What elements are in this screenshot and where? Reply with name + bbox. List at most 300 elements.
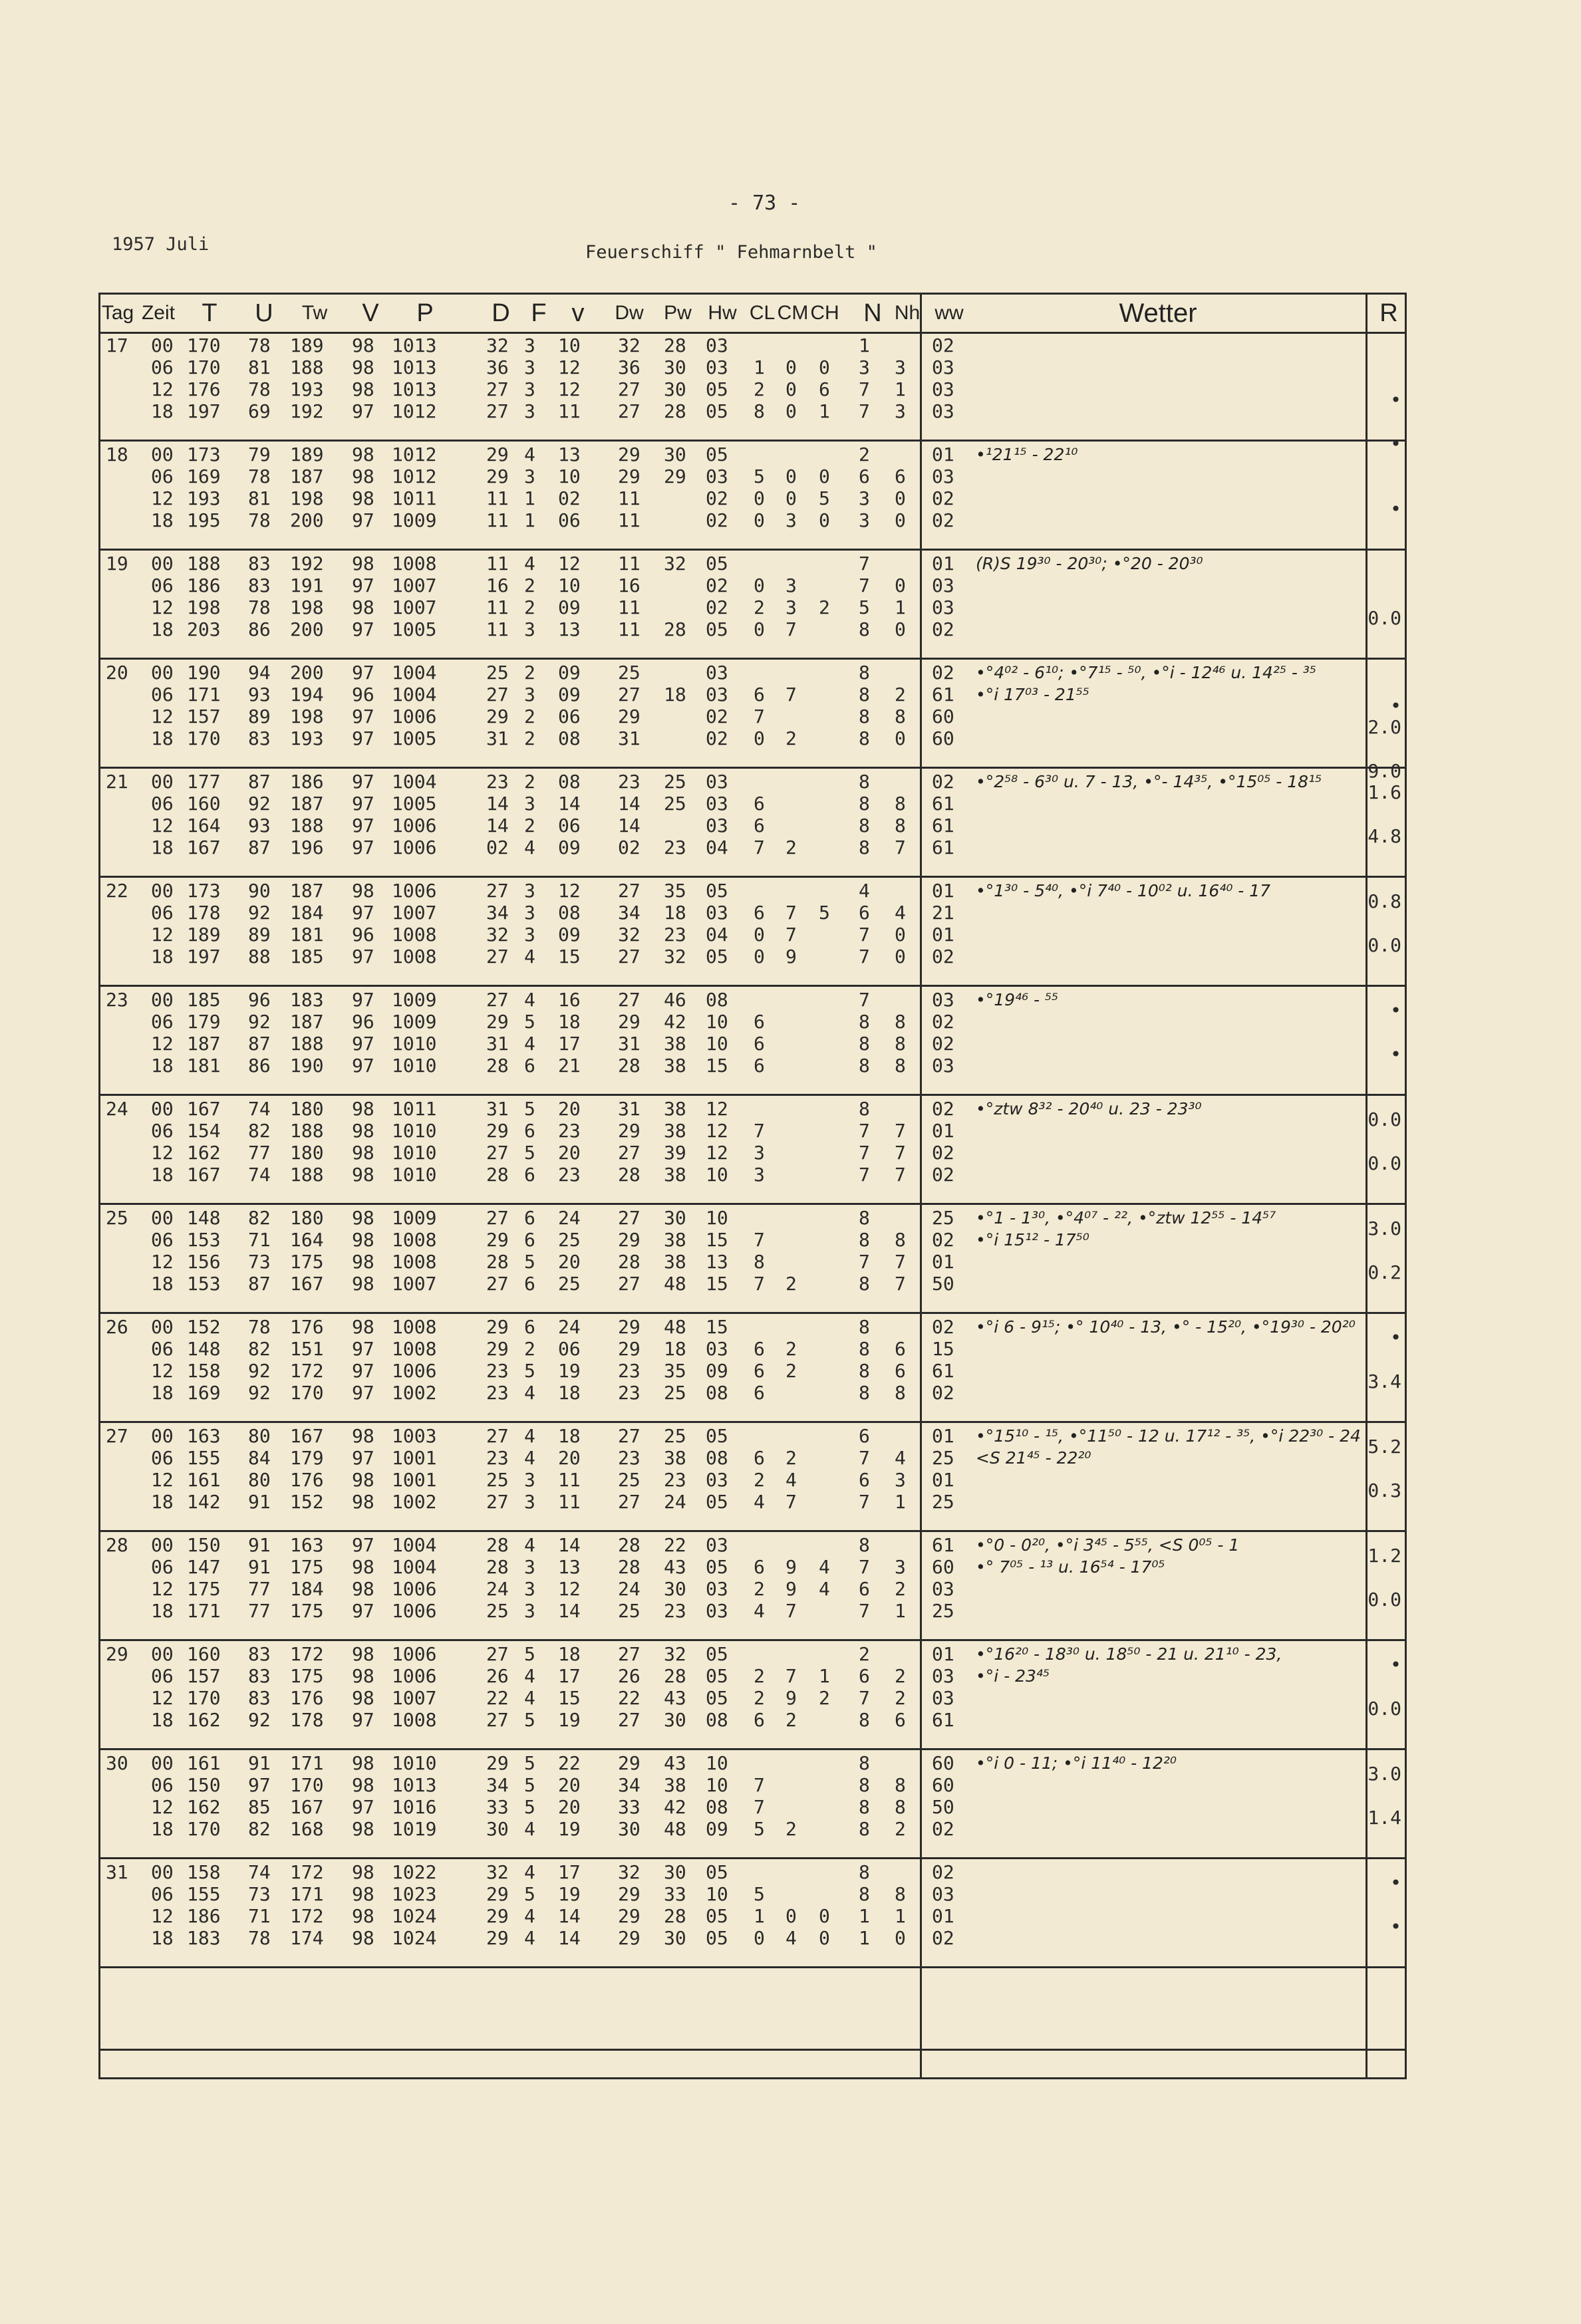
cell-f: 3 <box>524 684 535 706</box>
cell-f: 5 <box>524 1643 535 1665</box>
cell-dw: 29 <box>618 706 641 727</box>
cell-v: 97 <box>352 1709 374 1731</box>
cell-zeit: 00 <box>151 989 174 1011</box>
cell-u: 88 <box>248 946 271 968</box>
cell-v: 09 <box>558 596 581 618</box>
cell-hw: 10 <box>706 1207 728 1229</box>
cell-zeit: 12 <box>151 1905 174 1927</box>
cell-n: 6 <box>859 1425 870 1447</box>
cell-f: 5 <box>524 1011 535 1033</box>
cell-n: 8 <box>859 1338 870 1360</box>
cell-cl: 2 <box>754 1687 765 1709</box>
cell-zeit: 18 <box>151 1600 174 1622</box>
cell-ww: 25 <box>932 1447 954 1469</box>
cell-dw: 27 <box>618 1643 641 1665</box>
cell-cm: 7 <box>786 924 797 946</box>
cell-nh: 1 <box>895 1491 906 1513</box>
cell-p: 1010 <box>392 1033 437 1055</box>
cell-pw: 28 <box>664 400 686 422</box>
table-row <box>100 1098 954 1120</box>
cell-ww: 03 <box>932 596 954 618</box>
cell-ww: 60 <box>932 727 954 749</box>
cell-dw: 32 <box>618 1861 641 1883</box>
cell-pw: 43 <box>664 1687 686 1709</box>
cell-f: 4 <box>524 1425 535 1447</box>
cell-n: 7 <box>859 1556 870 1578</box>
cell-dw: 27 <box>618 1207 641 1229</box>
cell-n: 8 <box>859 771 870 793</box>
precip-value: 9.0 <box>1367 760 1401 782</box>
cell-cl: 7 <box>754 1229 765 1251</box>
cell-p: 1005 <box>392 793 437 815</box>
cell-f: 5 <box>524 1752 535 1774</box>
cell-ch: 2 <box>819 596 830 618</box>
cell-hw: 03 <box>706 334 728 356</box>
cell-p: 1010 <box>392 1164 437 1186</box>
col-header-v: V <box>362 299 379 327</box>
cell-ww: 02 <box>932 487 954 509</box>
cell-d: 29 <box>486 444 509 465</box>
cell-d: 02 <box>486 837 509 858</box>
cell-zeit: 12 <box>151 1142 174 1164</box>
cell-nh: 7 <box>895 1273 906 1295</box>
cell-v: 06 <box>558 815 581 837</box>
cell-u: 74 <box>248 1861 271 1883</box>
cell-cm: 9 <box>786 1687 797 1709</box>
cell-dw: 29 <box>618 1120 641 1142</box>
cell-v: 12 <box>558 1578 581 1600</box>
cell-zeit: 18 <box>151 1164 174 1186</box>
precip-value: 0.0 <box>1367 1108 1401 1130</box>
cell-ww: 02 <box>932 1142 954 1164</box>
cell-v: 97 <box>352 706 374 727</box>
cell-pw: 38 <box>664 1098 686 1120</box>
cell-hw: 08 <box>706 1709 728 1731</box>
table-row <box>100 1033 954 1055</box>
day-label: 23 <box>106 989 128 1011</box>
cell-cl: 7 <box>754 837 765 858</box>
cell-d: 29 <box>486 1927 509 1949</box>
cell-ww: 03 <box>932 1687 954 1709</box>
cell-v: 98 <box>352 1425 374 1447</box>
cell-nh: 2 <box>895 1665 906 1687</box>
cell-dw: 25 <box>618 662 641 684</box>
cell-d: 23 <box>486 771 509 793</box>
cell-zeit: 00 <box>151 1207 174 1229</box>
cell-v: 98 <box>352 1120 374 1142</box>
cell-cl: 7 <box>754 706 765 727</box>
cell-p: 1022 <box>392 1861 437 1883</box>
cell-n: 8 <box>859 618 870 640</box>
cell-f: 1 <box>524 509 535 531</box>
cell-t: 160 <box>187 793 221 815</box>
cell-d: 34 <box>486 902 509 924</box>
cell-zeit: 06 <box>151 1774 174 1796</box>
cell-dw: 27 <box>618 1142 641 1164</box>
cell-cl: 6 <box>754 1556 765 1578</box>
cell-p: 1024 <box>392 1905 437 1927</box>
cell-n: 8 <box>859 1098 870 1120</box>
cell-tw: 175 <box>290 1251 324 1273</box>
cell-n: 8 <box>859 1033 870 1055</box>
cell-t: 161 <box>187 1469 221 1491</box>
cell-nh: 8 <box>895 1229 906 1251</box>
col-header-cl: CL <box>749 302 776 324</box>
cell-ww: 01 <box>932 880 954 902</box>
cell-t: 155 <box>187 1883 221 1905</box>
cell-ch: 1 <box>819 1665 830 1687</box>
cell-pw: 25 <box>664 1425 686 1447</box>
header-station: Feuerschiff " Fehmarnbelt " <box>585 242 877 263</box>
cell-u: 84 <box>248 1447 271 1469</box>
cell-zeit: 06 <box>151 1120 174 1142</box>
cell-u: 71 <box>248 1905 271 1927</box>
cell-tw: 192 <box>290 400 324 422</box>
cell-v: 97 <box>352 946 374 968</box>
cell-f: 4 <box>524 837 535 858</box>
cell-tw: 189 <box>290 444 324 465</box>
cell-nh: 8 <box>895 1382 906 1404</box>
cell-pw: 38 <box>664 1120 686 1142</box>
cell-n: 6 <box>859 1469 870 1491</box>
day-separator <box>100 440 1405 442</box>
cell-dw: 11 <box>618 487 641 509</box>
precip-value: • <box>1390 433 1401 455</box>
cell-v: 14 <box>558 793 581 815</box>
cell-pw: 38 <box>664 1229 686 1251</box>
cell-tw: 186 <box>290 771 324 793</box>
cell-ww: 60 <box>932 1556 954 1578</box>
cell-nh: 8 <box>895 793 906 815</box>
cell-n: 8 <box>859 727 870 749</box>
cell-cl: 2 <box>754 596 765 618</box>
cell-p: 1008 <box>392 924 437 946</box>
col-header-hw: Hw <box>708 302 737 324</box>
cell-dw: 33 <box>618 1796 641 1818</box>
cell-hw: 05 <box>706 553 728 575</box>
cell-n: 1 <box>859 1927 870 1949</box>
cell-f: 5 <box>524 1098 535 1120</box>
cell-dw: 26 <box>618 1665 641 1687</box>
cell-v: 98 <box>352 1207 374 1229</box>
cell-nh: 8 <box>895 706 906 727</box>
day-separator <box>100 1530 1405 1532</box>
cell-nh: 3 <box>895 356 906 378</box>
cell-hw: 05 <box>706 1687 728 1709</box>
cell-f: 6 <box>524 1207 535 1229</box>
cell-f: 4 <box>524 1818 535 1840</box>
cell-ww: 03 <box>932 1578 954 1600</box>
cell-u: 91 <box>248 1534 271 1556</box>
cell-v: 97 <box>352 815 374 837</box>
cell-n: 8 <box>859 1534 870 1556</box>
cell-d: 31 <box>486 1033 509 1055</box>
cell-cm: 7 <box>786 1600 797 1622</box>
cell-ww: 01 <box>932 553 954 575</box>
cell-cl: 4 <box>754 1491 765 1513</box>
cell-ww: 02 <box>932 1098 954 1120</box>
cell-v: 98 <box>352 1665 374 1687</box>
cell-f: 4 <box>524 1665 535 1687</box>
cell-zeit: 12 <box>151 924 174 946</box>
cell-v: 98 <box>352 1927 374 1949</box>
cell-u: 78 <box>248 1316 271 1338</box>
cell-ww: 01 <box>932 1469 954 1491</box>
cell-ww: 61 <box>932 1360 954 1382</box>
cell-cm: 2 <box>786 1360 797 1382</box>
cell-n: 2 <box>859 1643 870 1665</box>
cell-v: 18 <box>558 1425 581 1447</box>
cell-hw: 05 <box>706 1665 728 1687</box>
cell-pw: 28 <box>664 618 686 640</box>
cell-n: 8 <box>859 1229 870 1251</box>
cell-t: 176 <box>187 378 221 400</box>
cell-nh: 8 <box>895 815 906 837</box>
precip-value: 3.0 <box>1367 1763 1401 1785</box>
cell-n: 3 <box>859 487 870 509</box>
weather-note: <S 21⁴⁵ - 22²⁰ <box>976 1448 1091 1468</box>
cell-v: 09 <box>558 684 581 706</box>
cell-pw: 48 <box>664 1273 686 1295</box>
cell-tw: 188 <box>290 1033 324 1055</box>
cell-v: 24 <box>558 1207 581 1229</box>
cell-p: 1008 <box>392 1316 437 1338</box>
precip-value: • <box>1390 1916 1401 1938</box>
cell-t: 170 <box>187 727 221 749</box>
cell-t: 170 <box>187 1818 221 1840</box>
cell-tw: 187 <box>290 1011 324 1033</box>
cell-u: 83 <box>248 575 271 596</box>
cell-f: 4 <box>524 1382 535 1404</box>
weather-note: •°4⁰² - 6¹⁰; •°7¹⁵ - ⁵⁰, •°i - 12⁴⁶ u. 14²⁵ - ³⁵ <box>976 663 1316 682</box>
cell-u: 83 <box>248 1687 271 1709</box>
cell-zeit: 12 <box>151 1469 174 1491</box>
day-label: 22 <box>106 880 128 902</box>
col-header-wetter: Wetter <box>1119 298 1197 328</box>
cell-dw: 23 <box>618 1360 641 1382</box>
day-label: 31 <box>106 1861 128 1883</box>
cell-f: 2 <box>524 706 535 727</box>
cell-p: 1009 <box>392 1207 437 1229</box>
cell-n: 3 <box>859 356 870 378</box>
header-rule <box>100 332 1405 334</box>
cell-dw: 34 <box>618 1774 641 1796</box>
cell-v: 98 <box>352 487 374 509</box>
cell-v: 16 <box>558 989 581 1011</box>
cell-hw: 05 <box>706 1905 728 1927</box>
cell-v: 98 <box>352 1316 374 1338</box>
cell-v: 09 <box>558 662 581 684</box>
weather-note: •°i 15¹² - 17⁵⁰ <box>976 1230 1089 1249</box>
cell-v: 12 <box>558 880 581 902</box>
cell-pw: 30 <box>664 1927 686 1949</box>
cell-v: 97 <box>352 793 374 815</box>
table-row <box>100 1229 954 1251</box>
cell-cl: 0 <box>754 1927 765 1949</box>
cell-t: 157 <box>187 1665 221 1687</box>
cell-hw: 05 <box>706 946 728 968</box>
cell-nh: 1 <box>895 1905 906 1927</box>
cell-n: 8 <box>859 684 870 706</box>
cell-v: 98 <box>352 880 374 902</box>
cell-hw: 15 <box>706 1229 728 1251</box>
cell-cl: 3 <box>754 1164 765 1186</box>
cell-p: 1006 <box>392 706 437 727</box>
col-header-ch: CH <box>810 302 839 324</box>
cell-cm: 3 <box>786 509 797 531</box>
cell-tw: 198 <box>290 596 324 618</box>
cell-cl: 6 <box>754 902 765 924</box>
cell-cm: 7 <box>786 618 797 640</box>
cell-v: 98 <box>352 356 374 378</box>
cell-t: 148 <box>187 1207 221 1229</box>
cell-ww: 03 <box>932 1665 954 1687</box>
cell-tw: 191 <box>290 575 324 596</box>
cell-f: 2 <box>524 771 535 793</box>
cell-t: 189 <box>187 924 221 946</box>
col-header-p: P <box>416 299 434 327</box>
cell-tw: 175 <box>290 1665 324 1687</box>
cell-tw: 187 <box>290 880 324 902</box>
cell-zeit: 12 <box>151 596 174 618</box>
cell-dw: 14 <box>618 793 641 815</box>
table-row <box>100 684 954 706</box>
cell-cm: 0 <box>786 356 797 378</box>
cell-hw: 03 <box>706 1578 728 1600</box>
cell-v: 11 <box>558 400 581 422</box>
day-label: 19 <box>106 553 128 575</box>
cell-v: 97 <box>352 1534 374 1556</box>
cell-cl: 5 <box>754 1818 765 1840</box>
cell-d: 11 <box>486 553 509 575</box>
cell-d: 14 <box>486 815 509 837</box>
cell-zeit: 12 <box>151 378 174 400</box>
cell-u: 78 <box>248 334 271 356</box>
cell-d: 32 <box>486 924 509 946</box>
cell-d: 29 <box>486 1229 509 1251</box>
cell-tw: 179 <box>290 1447 324 1469</box>
cell-nh: 6 <box>895 1338 906 1360</box>
cell-t: 167 <box>187 1098 221 1120</box>
cell-v: 97 <box>352 1600 374 1622</box>
cell-hw: 05 <box>706 1643 728 1665</box>
cell-t: 158 <box>187 1861 221 1883</box>
cell-v: 98 <box>352 1905 374 1927</box>
precip-value: • <box>1390 1043 1401 1065</box>
cell-nh: 0 <box>895 924 906 946</box>
precip-value: • <box>1390 1872 1401 1894</box>
cell-f: 3 <box>524 793 535 815</box>
cell-dw: 27 <box>618 1273 641 1295</box>
cell-d: 29 <box>486 1883 509 1905</box>
day-separator <box>100 1966 1405 1968</box>
cell-n: 7 <box>859 575 870 596</box>
cell-f: 6 <box>524 1229 535 1251</box>
cell-cl: 6 <box>754 1709 765 1731</box>
cell-zeit: 18 <box>151 618 174 640</box>
cell-nh: 7 <box>895 837 906 858</box>
cell-u: 86 <box>248 618 271 640</box>
table-row <box>100 727 954 749</box>
precip-value: • <box>1390 389 1401 411</box>
precip-value: 1.2 <box>1367 1545 1401 1567</box>
cell-cl: 6 <box>754 1338 765 1360</box>
weather-note: •°ztw 8³² - 20⁴⁰ u. 23 - 23³⁰ <box>976 1099 1202 1118</box>
cell-v: 19 <box>558 1709 581 1731</box>
table-row <box>100 1534 954 1556</box>
cell-n: 8 <box>859 1207 870 1229</box>
cell-p: 1008 <box>392 1709 437 1731</box>
precip-value: 1.6 <box>1367 781 1401 803</box>
weather-note: •°2⁵⁸ - 6³⁰ u. 7 - 13, •°- 14³⁵, •°15⁰⁵ - 18¹⁵ <box>976 772 1322 791</box>
cell-nh: 0 <box>895 575 906 596</box>
cell-cm: 2 <box>786 727 797 749</box>
cell-v: 12 <box>558 553 581 575</box>
table-row <box>100 1011 954 1033</box>
cell-p: 1004 <box>392 684 437 706</box>
cell-tw: 175 <box>290 1600 324 1622</box>
cell-pw: 48 <box>664 1316 686 1338</box>
cell-t: 179 <box>187 1011 221 1033</box>
table-row <box>100 1491 954 1513</box>
cell-t: 153 <box>187 1229 221 1251</box>
table-row <box>100 596 954 618</box>
table-row <box>100 706 954 727</box>
table-row <box>100 1774 954 1796</box>
cell-tw: 167 <box>290 1273 324 1295</box>
cell-d: 29 <box>486 1120 509 1142</box>
cell-ww: 60 <box>932 1752 954 1774</box>
cell-d: 30 <box>486 1818 509 1840</box>
cell-pw: 43 <box>664 1556 686 1578</box>
precip-value: • <box>1390 695 1401 717</box>
cell-tw: 164 <box>290 1229 324 1251</box>
cell-p: 1010 <box>392 1120 437 1142</box>
cell-tw: 192 <box>290 553 324 575</box>
cell-dw: 29 <box>618 444 641 465</box>
cell-dw: 23 <box>618 771 641 793</box>
col-header-dw: Dw <box>615 302 644 324</box>
precip-value: • <box>1390 999 1401 1021</box>
cell-t: 169 <box>187 465 221 487</box>
cell-tw: 176 <box>290 1469 324 1491</box>
cell-hw: 05 <box>706 1927 728 1949</box>
cell-d: 25 <box>486 1469 509 1491</box>
cell-v: 98 <box>352 1273 374 1295</box>
cell-t: 175 <box>187 1578 221 1600</box>
cell-cl: 7 <box>754 1273 765 1295</box>
cell-cm: 2 <box>786 1338 797 1360</box>
table-row <box>100 1316 954 1338</box>
cell-tw: 152 <box>290 1491 324 1513</box>
cell-ch: 0 <box>819 465 830 487</box>
cell-f: 2 <box>524 575 535 596</box>
weather-note: •¹21¹⁵ - 22¹⁰ <box>976 445 1078 464</box>
cell-hw: 10 <box>706 1164 728 1186</box>
cell-hw: 12 <box>706 1142 728 1164</box>
cell-f: 2 <box>524 662 535 684</box>
cell-v: 19 <box>558 1883 581 1905</box>
weather-note: •° 7⁰⁵ - ¹³ u. 16⁵⁴ - 17⁰⁵ <box>976 1557 1165 1577</box>
cell-tw: 185 <box>290 946 324 968</box>
cell-f: 6 <box>524 1273 535 1295</box>
cell-v: 98 <box>352 1643 374 1665</box>
cell-ww: 61 <box>932 815 954 837</box>
cell-cm: 4 <box>786 1927 797 1949</box>
cell-ww: 25 <box>932 1207 954 1229</box>
cell-tw: 187 <box>290 793 324 815</box>
cell-p: 1009 <box>392 1011 437 1033</box>
